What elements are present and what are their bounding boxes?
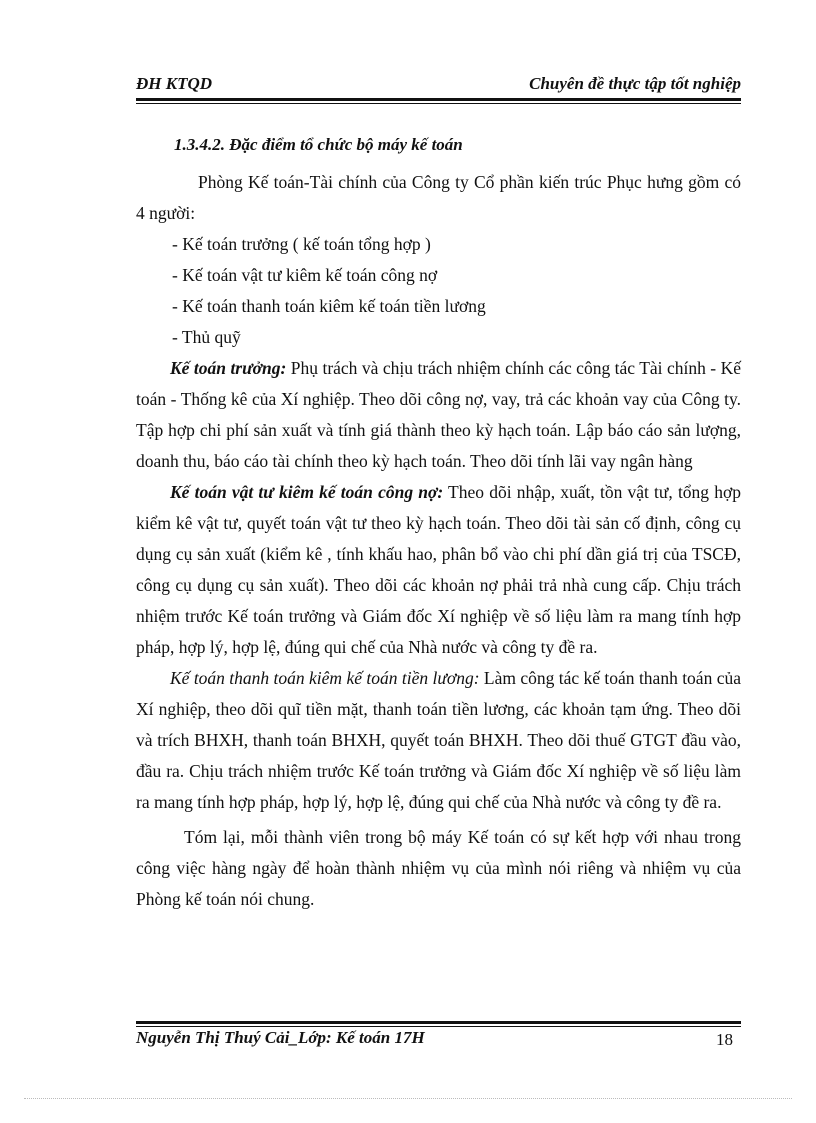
bullet-item: - Kế toán trưởng ( kế toán tổng hợp ) [172, 234, 431, 254]
paragraph-payment-accountant [136, 663, 741, 818]
paragraph-materials-accountant [136, 477, 741, 663]
bullet-item: - Kế toán thanh toán kiêm kế toán tiền lương [172, 296, 486, 316]
header-doc-title: Chuyên đề thực tập tốt nghiệp [529, 74, 741, 93]
paragraph-text: Làm công tác kế toán thanh toán của Xí nghiệp, theo dõi quĩ tiền mặt, thanh toán tiền lương, các khoản tạm ứng. Theo dõi và trích BHXH, thanh toán BHXH, quyết toán BHXH. Theo dõi thuế GTGT đầu vào, đầu ra. Chịu trách nhiệm trước Kế toán trưởng và Giám đốc Xí nghiệp về số liệu làm ra mang tính hợp pháp, hợp lý, hợp lệ, đúng qui chế của Nhà nước và công ty đề ra. [136, 668, 741, 812]
intro-paragraph: Phòng Kế toán-Tài chính của Công ty Cổ phần kiến trúc Phục hưng gồm có 4 người: [136, 172, 741, 223]
bullet-item: - Thủ quỹ [172, 327, 241, 347]
paragraph-chief-accountant [136, 353, 741, 477]
header-rule-thin [136, 103, 741, 104]
bullet-item: - Kế toán vật tư kiêm kế toán công nợ [172, 265, 438, 285]
header-school: ĐH KTQD [136, 74, 213, 93]
page-number: 18 [716, 1030, 733, 1049]
footer-rule-thick [136, 1021, 741, 1024]
footer-rule-thin [136, 1026, 741, 1027]
paragraph-lead: Kế toán vật tư kiêm kế toán công nợ: [170, 482, 444, 502]
paragraph-lead: Kế toán thanh toán kiêm kế toán tiền lương: [170, 668, 480, 688]
paragraph-text: Theo dõi nhập, xuất, tồn vật tư, tổng hợp kiểm kê vật tư, quyết toán vật tư theo kỳ hạch toán. Theo dõi tài sản cố định, công cụ dụng cụ sản xuất (kiểm kê , tính khấu hao, phân bổ vào chi phí dần giá trị của TSCĐ, công cụ dụng cụ sản xuất). Theo dõi các khoản nợ phải trả nhà cung cấp. Chịu trách nhiệm trước Kế toán trưởng và Giám đốc Xí nghiệp về số liệu làm ra mang tính hợp pháp, hợp lý, hợp lệ, đúng qui chế của Nhà nước và công ty đề ra. [136, 482, 741, 657]
summary-paragraph: Tóm lại, mỗi thành viên trong bộ máy Kế toán có sự kết hợp với nhau trong công việc hàng ngày để hoàn thành nhiệm vụ của mình nói riêng và nhiệm vụ của Phòng kế toán nói chung. [136, 827, 741, 909]
paragraph-lead: Kế toán trưởng: [170, 358, 287, 378]
paragraph-text: Phụ trách và chịu trách nhiệm chính các công tác Tài chính - Kế toán - Thống kê của Xí nghiệp. Theo dõi công nợ, vay, trả các khoản vay của Công ty. Tập hợp chi phí sản xuất và tính giá thành theo kỳ hạch toán. Lập báo cáo sản lượng, doanh thu, báo cáo tài chính theo kỳ hạch toán. Theo dõi tính lãi vay ngân hàng [136, 358, 741, 471]
section-title: 1.3.4.2. Đặc điểm tổ chức bộ máy kế toán [174, 135, 463, 154]
page-footer [136, 1028, 741, 1054]
page-body [136, 132, 741, 915]
footer-author: Nguyễn Thị Thuý Cải_Lớp: Kế toán 17H [136, 1028, 425, 1047]
page-edge-divider [24, 1098, 792, 1099]
header-rule-thick [136, 98, 741, 101]
